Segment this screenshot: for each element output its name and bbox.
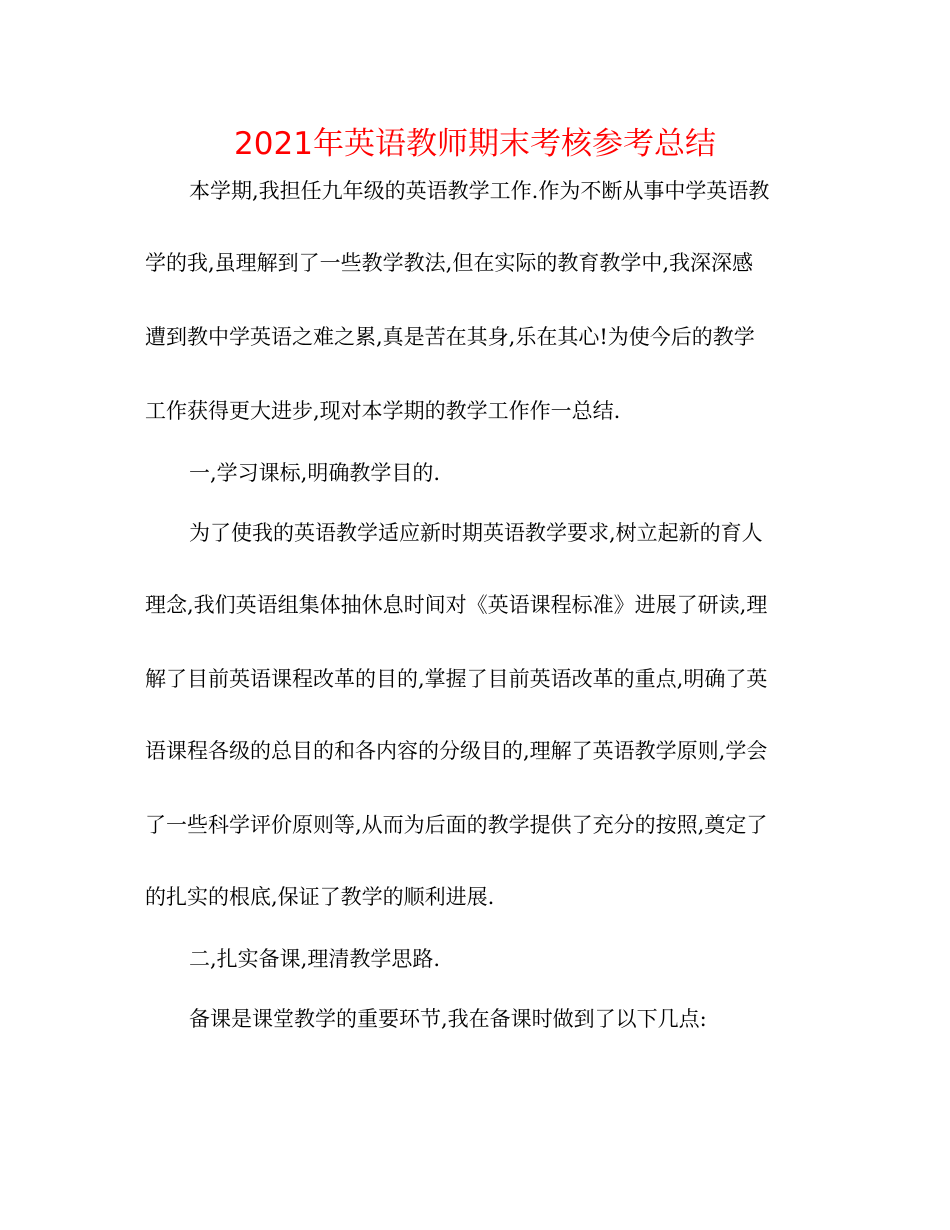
section-heading: 一,学习课标,明确教学目的. — [189, 461, 441, 485]
paragraph-line: 为了使我的英语教学适应新时期英语教学要求,树立起新的育人 — [189, 521, 763, 545]
paragraph-line: 了一些科学评价原则等,从而为后面的教学提供了充分的按照,奠定了 — [145, 813, 768, 837]
document-title: 2021年英语教师期末考核参考总结 — [234, 126, 716, 162]
paragraph-line: 解了目前英语课程改革的目的,掌握了目前英语改革的重点,明确了英 — [145, 667, 768, 691]
section-heading: 二,扎实备课,理清教学思路. — [189, 947, 441, 971]
paragraph-line: 学的我,虽理解到了一些教学教法,但在实际的教育教学中,我深深感 — [145, 251, 754, 275]
paragraph-line: 理念,我们英语组集体抽休息时间对《英语课程标准》进展了研读,理 — [145, 593, 768, 617]
paragraph-line: 语课程各级的总目的和各内容的分级目的,理解了英语教学原则,学会 — [145, 739, 768, 763]
paragraph-line: 本学期,我担任九年级的英语教学工作.作为不断从事中学英语教 — [189, 179, 770, 203]
paragraph-line: 工作获得更大进步,现对本学期的教学工作作一总结. — [145, 399, 621, 423]
paragraph-line: 备课是课堂教学的重要环节,我在备课时做到了以下几点: — [189, 1007, 707, 1031]
paragraph-line: 遭到教中学英语之难之累,真是苦在其身,乐在其心!为使今后的教学 — [145, 325, 755, 349]
paragraph-line: 的扎实的根底,保证了教学的顺利进展. — [145, 885, 495, 909]
